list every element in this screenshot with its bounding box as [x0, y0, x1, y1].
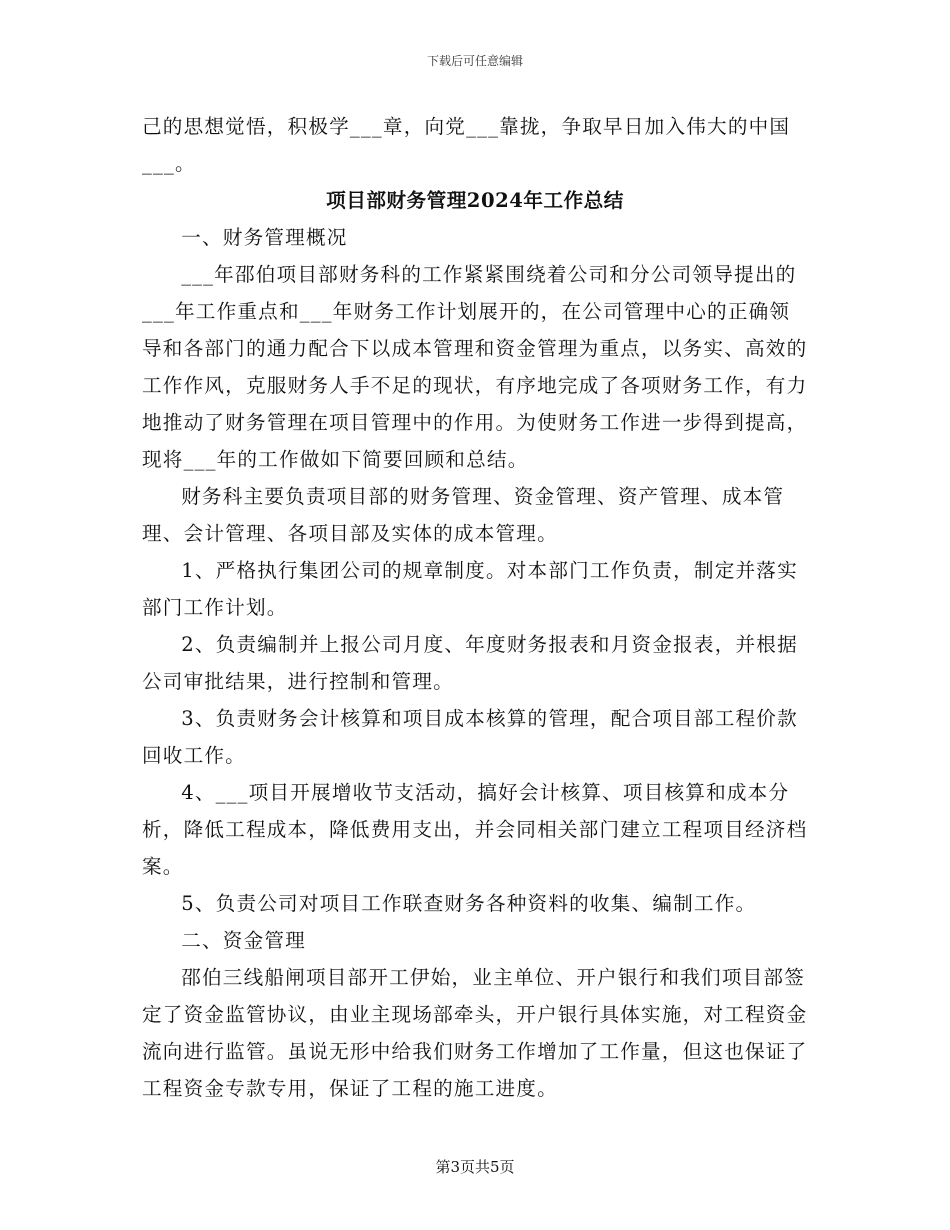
list-item-5: 5、负责公司对项目工作联查财务各种资料的收集、编制工作。 [181, 892, 757, 915]
page-footer: 第3页共5页 [435, 1158, 515, 1176]
list-item-3: 3、负责财务会计核算和项目成本核算的管理，配合项目部工程价款回收工作。 [142, 707, 798, 767]
intro-paragraph: 己的思想觉悟，积极学___章，向党___靠拢，争取早日加入伟大的中国___。 [142, 115, 791, 175]
document-body [142, 108, 808, 1107]
section-heading-2: 二、资金管理 [181, 929, 306, 952]
header-note: 下载后可任意编辑 [426, 54, 523, 68]
document-title: 项目部财务管理2024年工作总结 [326, 189, 624, 212]
section-heading-1: 一、财务管理概况 [181, 226, 348, 249]
paragraph-overview: ___年邵伯项目部财务科的工作紧紧围绕着公司和分公司领导提出的___年工作重点和___年财务工作计划展开的，在公司管理中心的正确领导和各部门的通力配合下以成本管理和资金管理为重点，以务实、高效的工作作风，克服财务人手不足的现状，有序地完成了各项财务工作，有力地推动了财务管理在项目管理中的作用。为使财务工作进一步得到提高，现将___年的工作做如下简要回顾和总结。 [142, 263, 808, 471]
list-item-4: 4、___项目开展增收节支活动，搞好会计核算、项目核算和成本分析，降低工程成本，降低费用支出，并会同相关部门建立工程项目经济档案。 [142, 781, 808, 878]
paragraph-responsibilities: 财务科主要负责项目部的财务管理、资金管理、资产管理、成本管理、会计管理、各项目部及实体的成本管理。 [142, 485, 785, 545]
paragraph-fund-management: 邵伯三线船闸项目部开工伊始，业主单位、开户银行和我们项目部签定了资金监管协议，由业主现场部牵头，开户银行具体实施，对工程资金流向进行监管。虽说无形中给我们财务工作增加了工作量，但这也保证了工程资金专款专用，保证了工程的施工进度。 [142, 966, 808, 1100]
list-item-1: 1、严格执行集团公司的规章制度。对本部门工作负责，制定并落实部门工作计划。 [142, 559, 798, 619]
list-item-2: 2、负责编制并上报公司月度、年度财务报表和月资金报表，并根据公司审批结果，进行控制和管理。 [142, 633, 798, 693]
